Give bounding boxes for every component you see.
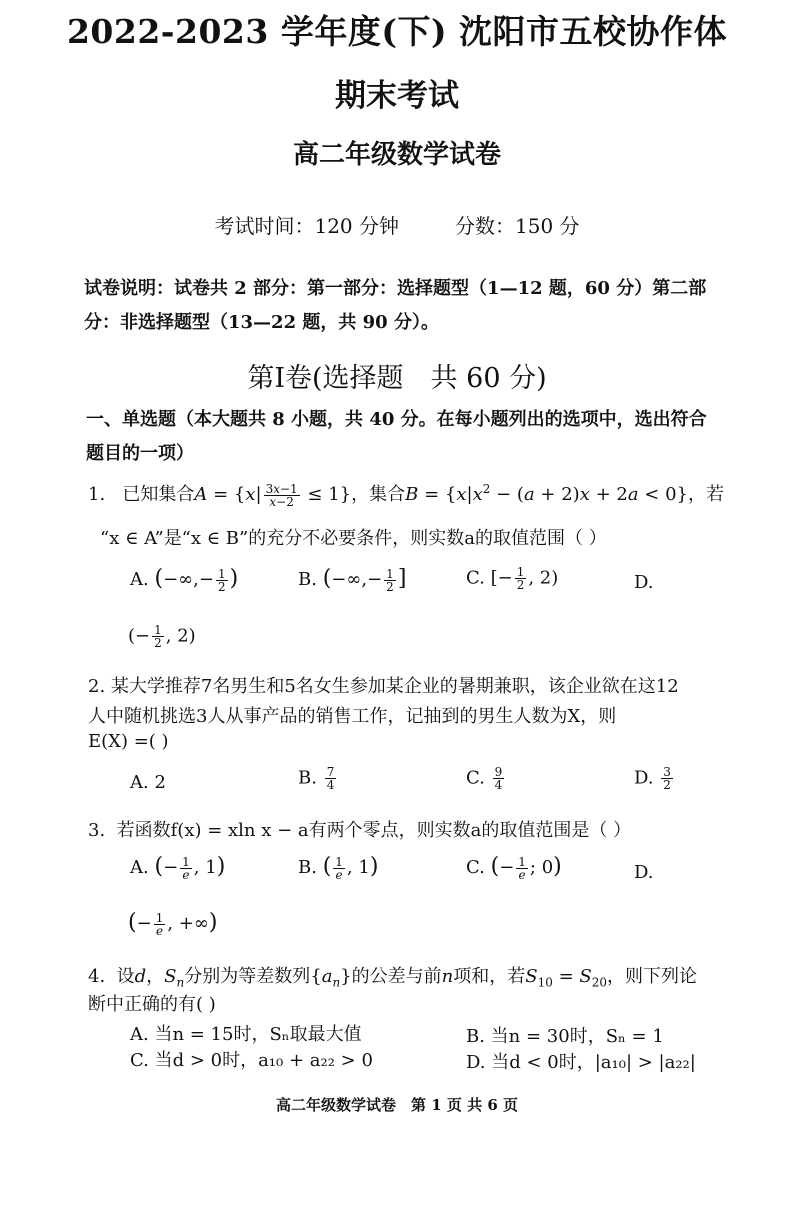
- q2-option-b: B. $\frac{7}{4}$: [298, 765, 335, 792]
- option-label: C.: [466, 767, 485, 789]
- q2-option-c: C. $\frac{9}{4}$: [466, 765, 503, 792]
- exam-subject-title: 高二年级数学试卷: [292, 140, 501, 170]
- exam-title-line2: 期末考试: [335, 78, 459, 114]
- option-label: D.: [634, 572, 654, 593]
- exam-meta: [0, 210, 794, 239]
- q3-option-a: A. (− $\frac{1}{e}$ , 1): [130, 854, 226, 882]
- q3-option-d-value: (− $\frac{1}{e}$ , +∞): [128, 910, 218, 938]
- question-2-line3: E(X) =( ): [88, 731, 169, 752]
- option-label: D.: [634, 862, 654, 883]
- q4-option-a: A. 当n = 15时，Sₙ取最大值: [130, 1024, 362, 1045]
- option-label: B.: [298, 857, 317, 878]
- exam-instructions: 试卷说明：试卷共 2 部分：第一部分：选择题型（1—12 题，60 分）第二部分：非选择题型（13—22 题，共 90 分）。: [84, 278, 707, 333]
- section-title: 第Ⅰ卷(选择题 共 60 分): [247, 363, 547, 394]
- question-text: 若函数f(x) = xln x − a有两个零点，则实数a的取值范围是（ ）: [116, 820, 632, 841]
- question-text: ，若: [688, 484, 724, 505]
- q3-option-b: B. ( $\frac{1}{e}$ , 1): [298, 854, 379, 882]
- option-label: B.: [298, 569, 317, 590]
- question-text: 已知集合: [122, 484, 195, 505]
- option-label: D.: [634, 767, 654, 789]
- q1-option-c: C. [− $\frac{1}{2}$ , 2): [466, 565, 559, 592]
- option-label: A.: [130, 857, 149, 878]
- fraction: $\frac{3x-1}{x-2}$: [265, 481, 298, 509]
- q1-option-a: A. (−∞,− $\frac{1}{2}$ ): [130, 566, 239, 594]
- q1-option-d-value: (− $\frac{1}{2}$ , 2): [128, 623, 196, 650]
- question-2-line2: 人中随机挑选3人从事产品的销售工作，记抽到的男生人数为X，则: [88, 706, 617, 727]
- q4-option-d: D. 当d < 0时，|a₁₀| > |a₂₂|: [466, 1052, 696, 1073]
- exam-title-line1: 2022-2023 学年度(下) 沈阳市五校协作体: [66, 12, 728, 51]
- question-text: 是“x ∈ B”的充分不必要条件，则实数a的取值范围（ ）: [163, 528, 607, 549]
- option-label: A.: [130, 569, 149, 590]
- question-text: “x ∈ A”: [100, 528, 164, 549]
- exam-time: 考试时间：120 分钟: [214, 214, 399, 238]
- page-footer: 高二年级数学试卷 第 1 页 共 6 页: [276, 1096, 518, 1114]
- question-2-line1: 2. 某大学推荐7名男生和5名女生参加某企业的暑期兼职，该企业欲在这12: [88, 676, 679, 697]
- question-4-line2: 断中正确的有( ): [88, 994, 216, 1015]
- option-label: C.: [466, 857, 485, 878]
- q1-option-b: B. (−∞,− $\frac{1}{2}$ ]: [298, 566, 407, 594]
- question-1-line2: [100, 524, 607, 550]
- q4-option-b: B. 当n = 30时，Sₙ = 1: [466, 1026, 664, 1047]
- q1-option-d: [634, 572, 654, 593]
- question-text: ，集合: [351, 484, 406, 505]
- exam-score: 分数：150 分: [455, 214, 580, 238]
- question-1-line1: 1. 已知集合A = {x| $\frac{3x-1}{x-2}$ ≤ 1}，集合$B = \{x|x^2 - (a + 2)x + 2a < 0\}$，若: [88, 481, 724, 509]
- q3-option-d: [634, 862, 654, 883]
- option-label: C.: [466, 567, 485, 589]
- question-number: 3.: [88, 820, 106, 841]
- question-number: 1.: [88, 484, 106, 505]
- question-4-line1: 4. 设d，$S_n$分别为等差数列$\{a_n\}$的公差与前n项和，若$S_{10} = S_{20}$，则下列论: [88, 966, 697, 990]
- option-label: B.: [298, 767, 317, 789]
- q2-option-d: D. $\frac{3}{2}$: [634, 765, 671, 792]
- q4-option-c: C. 当d > 0时，a₁₀ + a₂₂ > 0: [130, 1050, 373, 1071]
- q3-option-c: C. (− $\frac{1}{e}$ ; 0): [466, 854, 562, 882]
- q2-option-a: A. 2: [130, 772, 166, 793]
- part-heading: 一、单选题（本大题共 8 小题，共 40 分。在每小题列出的选项中，选出符合题目的一项）: [86, 409, 707, 464]
- question-number: 4.: [88, 966, 106, 987]
- question-3-line1: [88, 816, 631, 842]
